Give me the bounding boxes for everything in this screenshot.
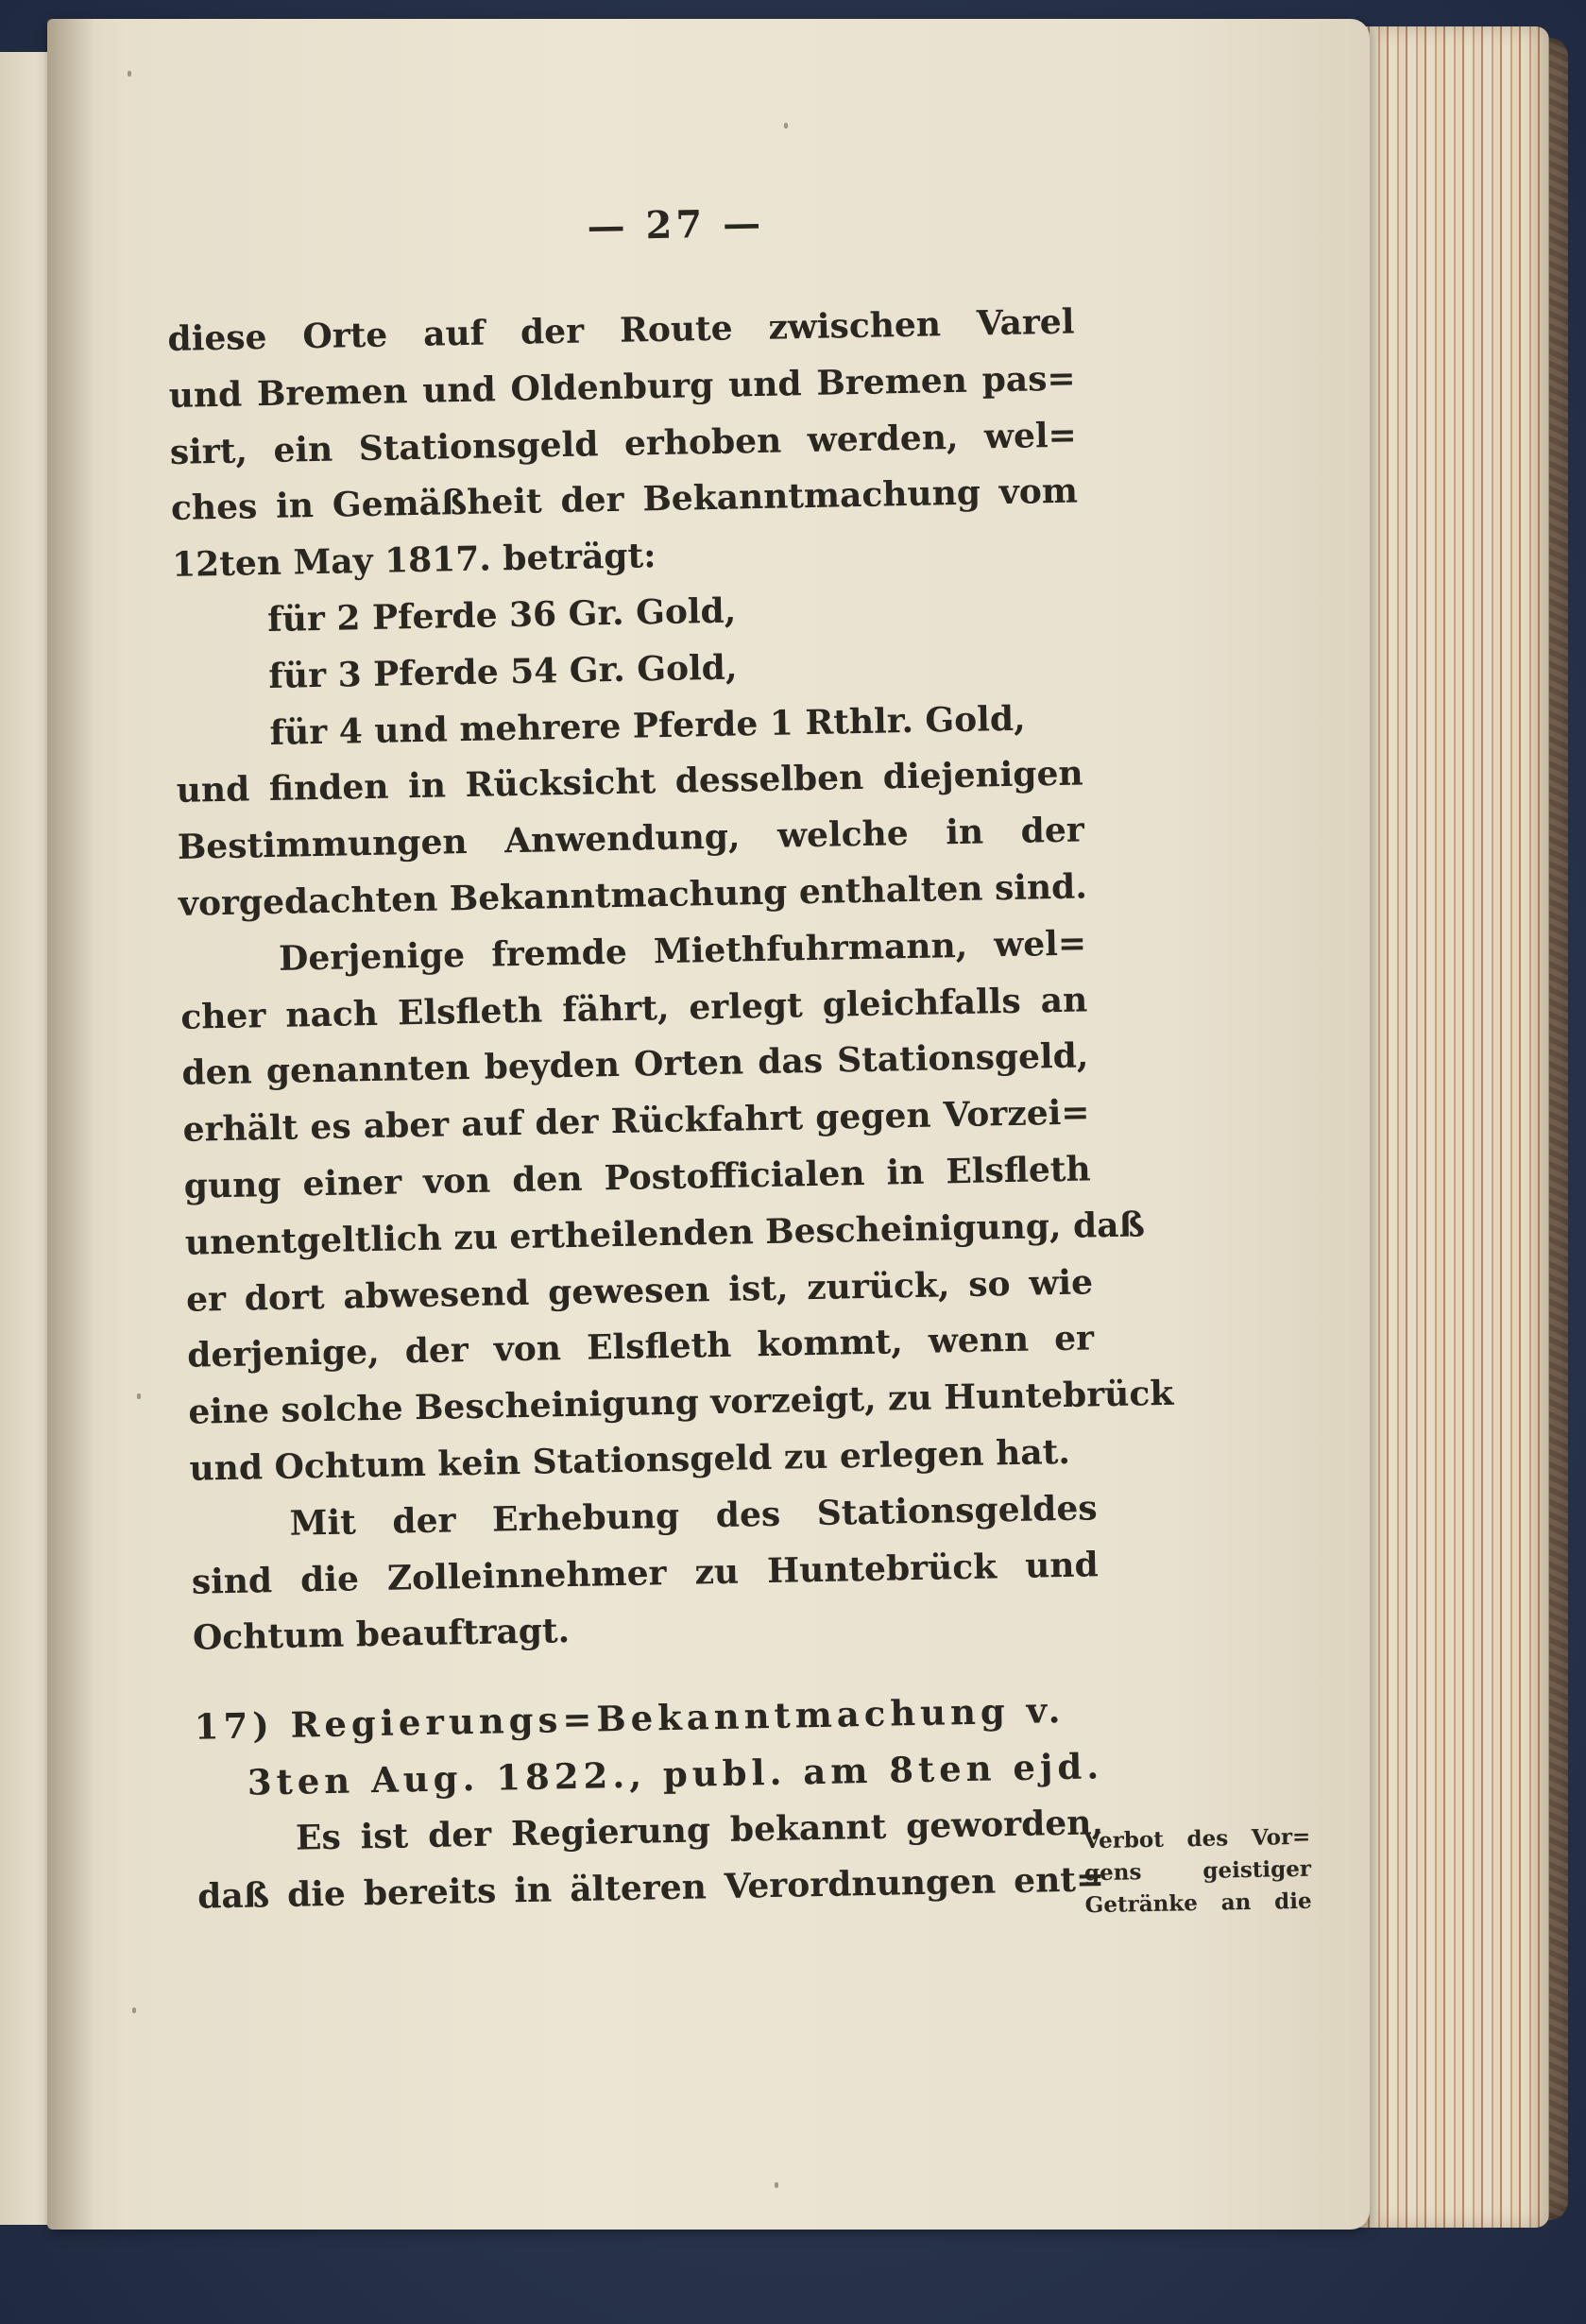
text-line: 12ten May 1817. beträgt: (171, 536, 657, 586)
text-line: Es ist der Regierung bekannt geworden, (295, 1802, 1104, 1858)
text-line: sirt, ein Stationsgeld erhoben werden, wel= (169, 415, 1078, 472)
fee-item: für 2 Pferde 36 Gr. Gold, (266, 590, 737, 640)
paper-speck (775, 2182, 778, 2188)
margin-note-line: Getränke an die (1084, 1888, 1312, 1919)
margin-note-line: gens geistiger (1083, 1855, 1312, 1887)
text-line: vorgedachten Bekanntmachung enthalten sind. (178, 866, 1088, 924)
paper-speck (132, 2008, 136, 2013)
text-line: cher nach Elsfleth fährt, erlegt gleichfalls an (179, 979, 1088, 1037)
page-number: — 27 — (587, 200, 765, 249)
paragraph-3 (190, 1480, 1100, 1667)
text-line: Mit der Erhebung des Stationsgeldes (289, 1488, 1098, 1544)
paper-speck (128, 71, 131, 77)
paper-speck (137, 1393, 141, 1399)
text-line: und Ochtum kein Stationsgeld zu erlegen hat. (189, 1431, 1071, 1489)
fee-list (173, 576, 1083, 763)
paragraph-2 (179, 915, 1174, 1497)
fee-item: für 4 und mehrere Pferde 1 Rthlr. Gold, (269, 698, 1026, 753)
section-heading (194, 1682, 1102, 1812)
fee-item: für 3 Pferde 54 Gr. Gold, (268, 647, 738, 696)
text-line: er dort abwesend gewesen ist, zurück, so wie (185, 1261, 1094, 1320)
text-line: und finden in Rücksicht desselben diejenigen (176, 753, 1083, 812)
text-line: Bestimmungen Anwendung, welche in der (177, 810, 1085, 868)
section-heading-line: 17) Regierungs=Bekanntmachung v. (194, 1689, 1066, 1748)
text-line: gung einer von den Postofficialen in Elsfleth (183, 1149, 1092, 1206)
paragraph-1 (167, 295, 1080, 594)
page-text-block (165, 196, 1174, 1925)
text-line: Derjenige fremde Miethfuhrmann, wel= (278, 923, 1087, 979)
margin-note-line: Verbot des Vor= (1083, 1823, 1311, 1854)
paper-speck (784, 123, 788, 128)
text-line: derjenige, der von Elsfleth kommt, wenn er (186, 1318, 1095, 1376)
margin-note (1083, 1821, 1312, 1922)
text-line: eine solche Bescheinigung vorzeigt, zu Huntebrück (187, 1373, 1174, 1432)
paragraph-1-continued (176, 746, 1088, 933)
section-heading-line: 3ten Aug. 1822., publ. am 8ten ejd. (247, 1745, 1104, 1803)
paragraph-4 (196, 1795, 1105, 1925)
text-line: erhält es aber auf der Rückfahrt gegen Vorzei= (182, 1092, 1090, 1150)
text-line: daß die bereits in älteren Verordnungen ent= (196, 1858, 1105, 1917)
text-line: unentgeltlich zu ertheilenden Bescheinigung, daß (184, 1205, 1146, 1263)
text-line: diese Orte auf der Route zwischen Varel (167, 301, 1075, 359)
text-line: sind die Zolleinnehmer zu Huntebrück und (191, 1544, 1100, 1602)
text-line: Ochtum beauftragt. (192, 1611, 571, 1659)
text-line: den genannten beyden Orten das Stationsgeld, (181, 1035, 1089, 1094)
text-line: und Bremen und Oldenburg und Bremen pas= (168, 358, 1076, 416)
text-line: ches in Gemäßheit der Bekanntmachung vom (170, 470, 1079, 529)
